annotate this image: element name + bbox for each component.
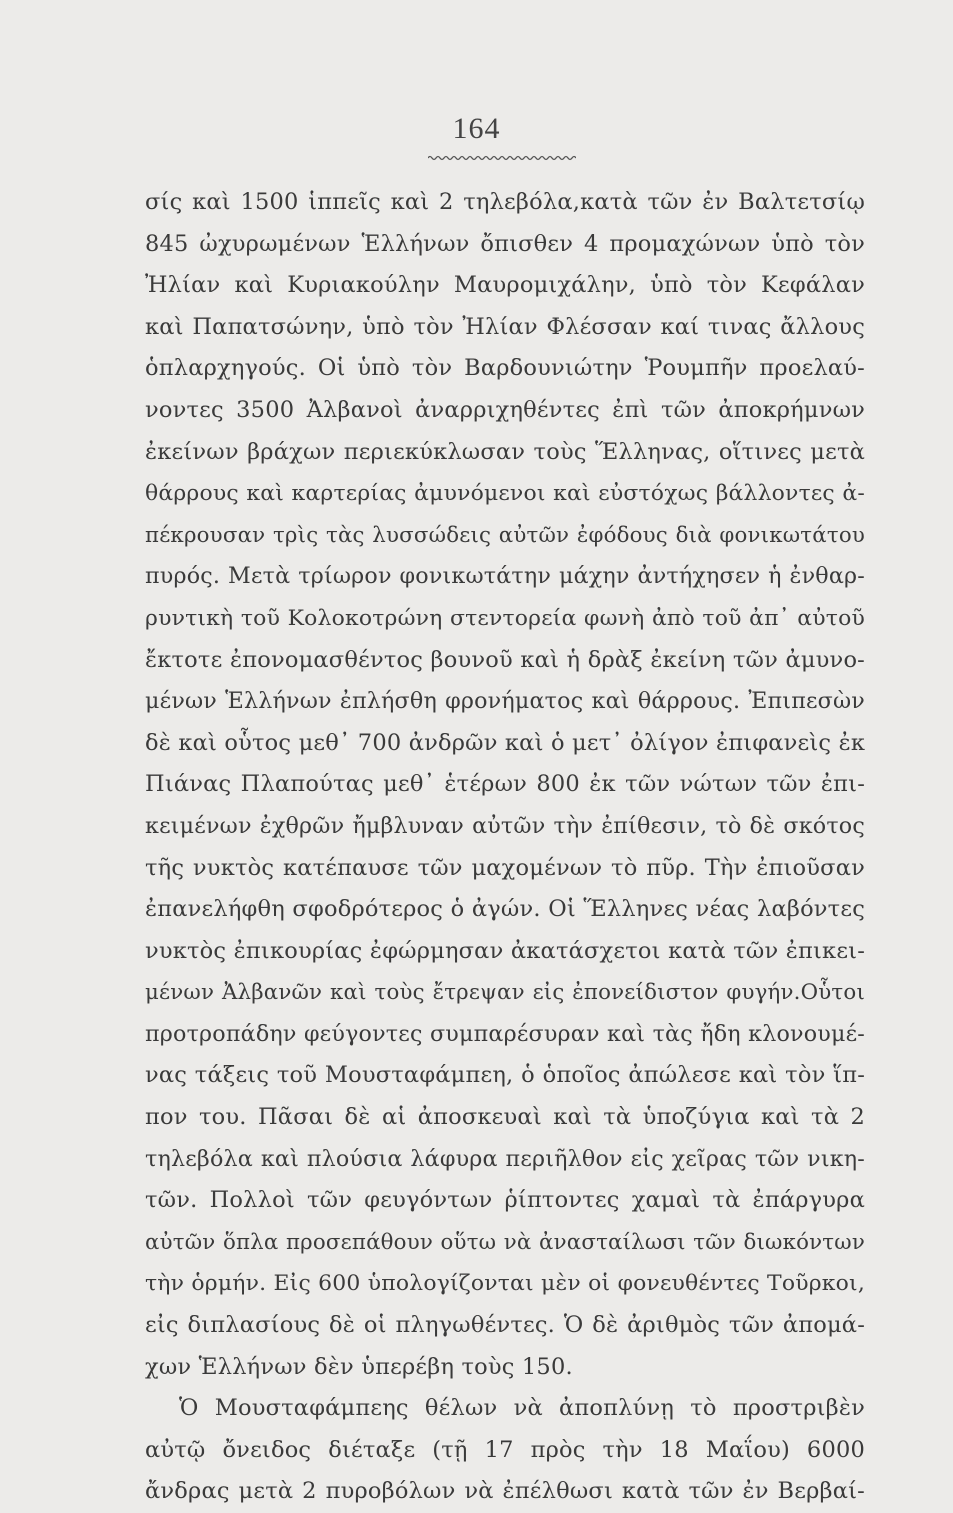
text-line: νυκτὸς ἐπικουρίας ἐφώρμησαν ἀκατάσχετοι κατὰ τῶν ἐπικει- [145, 937, 865, 964]
text-line: ἄνδρας μετὰ 2 πυροβόλων νὰ ἐπέλθωσι κατὰ τῶν ἐν Βερβαί- [145, 1478, 865, 1505]
text-line: τὴν ὁρμήν. Εἰς 600 ὑπολογίζονται μὲν οἱ φονευθέντες Τοῦρκοι, [145, 1271, 865, 1297]
text-line: δὲ καὶ οὗτος μεθ᾽ 700 ἀνδρῶν καὶ ὁ μετ᾽ ὀλίγον ἐπιφανεὶς ἐκ [145, 729, 866, 756]
text-line: προτροπάδην φεύγοντες συμπαρέσυραν καὶ τὰς ἤδη κλονουμέ- [145, 1020, 865, 1047]
text-line: μένων Ἑλλήνων ἐπλήσθη φρονήματος καὶ θάρρους. Ἐπιπεσὼν [145, 688, 865, 715]
text-line: αὐτῶν ὅπλα προσεπάθουν οὕτω νὰ ἀνασταίλωσι τῶν διωκόντων [145, 1229, 865, 1255]
text-line: νοντες 3500 Ἀλβανοὶ ἀναρριχηθέντες ἐπὶ τῶν ἀποκρήμνων [145, 396, 865, 423]
body-text [145, 182, 865, 1513]
text-line: ρυντικὴ τοῦ Κολοκοτρώνη στεντορεία φωνὴ ἀπὸ τοῦ ἀπ᾽ αὐτοῦ [145, 605, 865, 631]
text-line: μένων Ἀλβανῶν καὶ τοὺς ἔτρεψαν εἰς ἐπονείδιστον φυγήν.Οὗτοι [145, 980, 865, 1006]
header-ornament [428, 155, 576, 161]
text-line: πέκρουσαν τρὶς τὰς λυσσώδεις αὐτῶν ἐφόδους διὰ φονικωτάτου [145, 522, 865, 548]
text-line: ἐπανελήφθη σφοδρότερος ὁ ἀγών. Οἱ Ἕλληνες νέας λαβόντες [145, 896, 865, 923]
text-line: ἐκείνων βράχων περιεκύκλωσαν τοὺς Ἕλληνας, οἵτινες μετὰ [145, 438, 865, 465]
text-line: Ὁ Μουσταφάμπεης θέλων νὰ ἀποπλύνῃ τὸ προστριβὲν [179, 1395, 865, 1422]
text-line: Πιάνας Πλαπούτας μεθ᾽ ἑτέρων 800 ἐκ τῶν νώτων τῶν ἐπι- [145, 771, 865, 798]
text-line: ἔκτοτε ἐπονομασθέντος βουνοῦ καὶ ἡ δρὰξ ἐκείνη τῶν ἀμυνο- [145, 646, 865, 673]
text-line: Ἠλίαν καὶ Κυριακούλην Μαυρομιχάλην, ὑπὸ τὸν Κεφάλαν [145, 272, 865, 299]
text-line: πυρός. Μετὰ τρίωρον φονικωτάτην μάχην ἀντήχησεν ἡ ἐνθαρ- [145, 563, 865, 590]
text-line: καὶ Παπατσώνην, ὑπὸ τὸν Ἠλίαν Φλέσσαν καί τινας ἄλλους [145, 313, 865, 340]
page-number: 164 [452, 112, 501, 145]
text-line: 845 ὠχυρωμένων Ἑλλήνων ὄπισθεν 4 προμαχώνων ὑπὸ τὸν [145, 230, 865, 257]
text-line: θάρρους καὶ καρτερίας ἀμυνόμενοι καὶ εὐστόχως βάλλοντες ἀ- [145, 481, 865, 507]
text-line: κειμένων ἐχθρῶν ἤμβλυναν αὐτῶν τὴν ἐπίθεσιν, τὸ δὲ σκότος [145, 812, 865, 839]
text-line: ὁπλαρχηγούς. Οἱ ὑπὸ τὸν Βαρδουνιώτην Ῥουμπῆν προελαύ- [145, 355, 865, 382]
text-line: τῶν. Πολλοὶ τῶν φευγόντων ῥίπτοντες χαμαὶ τὰ ἐπάργυρα [145, 1187, 865, 1214]
text-line: χων Ἑλλήνων δὲν ὑπερέβη τοὺς 150. [145, 1353, 573, 1380]
text-line: τῆς νυκτὸς κατέπαυσε τῶν μαχομένων τὸ πῦρ. Τὴν ἐπιοῦσαν [145, 854, 865, 881]
text-line: αὐτῷ ὄνειδος διέταξε (τῇ 17 πρὸς τὴν 18 Μαΐου) 6000 [145, 1436, 865, 1463]
text-line: πον του. Πᾶσαι δὲ αἱ ἀποσκευαὶ καὶ τὰ ὑποζύγια καὶ τὰ 2 [145, 1104, 865, 1131]
text-line: σίς καὶ 1500 ἱππεῖς καὶ 2 τηλεβόλα,κατὰ τῶν ἐν Βαλτετσίῳ [145, 189, 865, 215]
text-line: εἰς διπλασίους δὲ οἱ πληγωθέντες. Ὁ δὲ ἀριθμὸς τῶν ἀπομά- [145, 1312, 865, 1339]
text-line: τηλεβόλα καὶ πλούσια λάφυρα περιῆλθον εἰς χεῖρας τῶν νικη- [145, 1145, 865, 1172]
text-line: νας τάξεις τοῦ Μουσταφάμπεη, ὁ ὁποῖος ἀπώλεσε καὶ τὸν ἵπ- [145, 1062, 865, 1089]
